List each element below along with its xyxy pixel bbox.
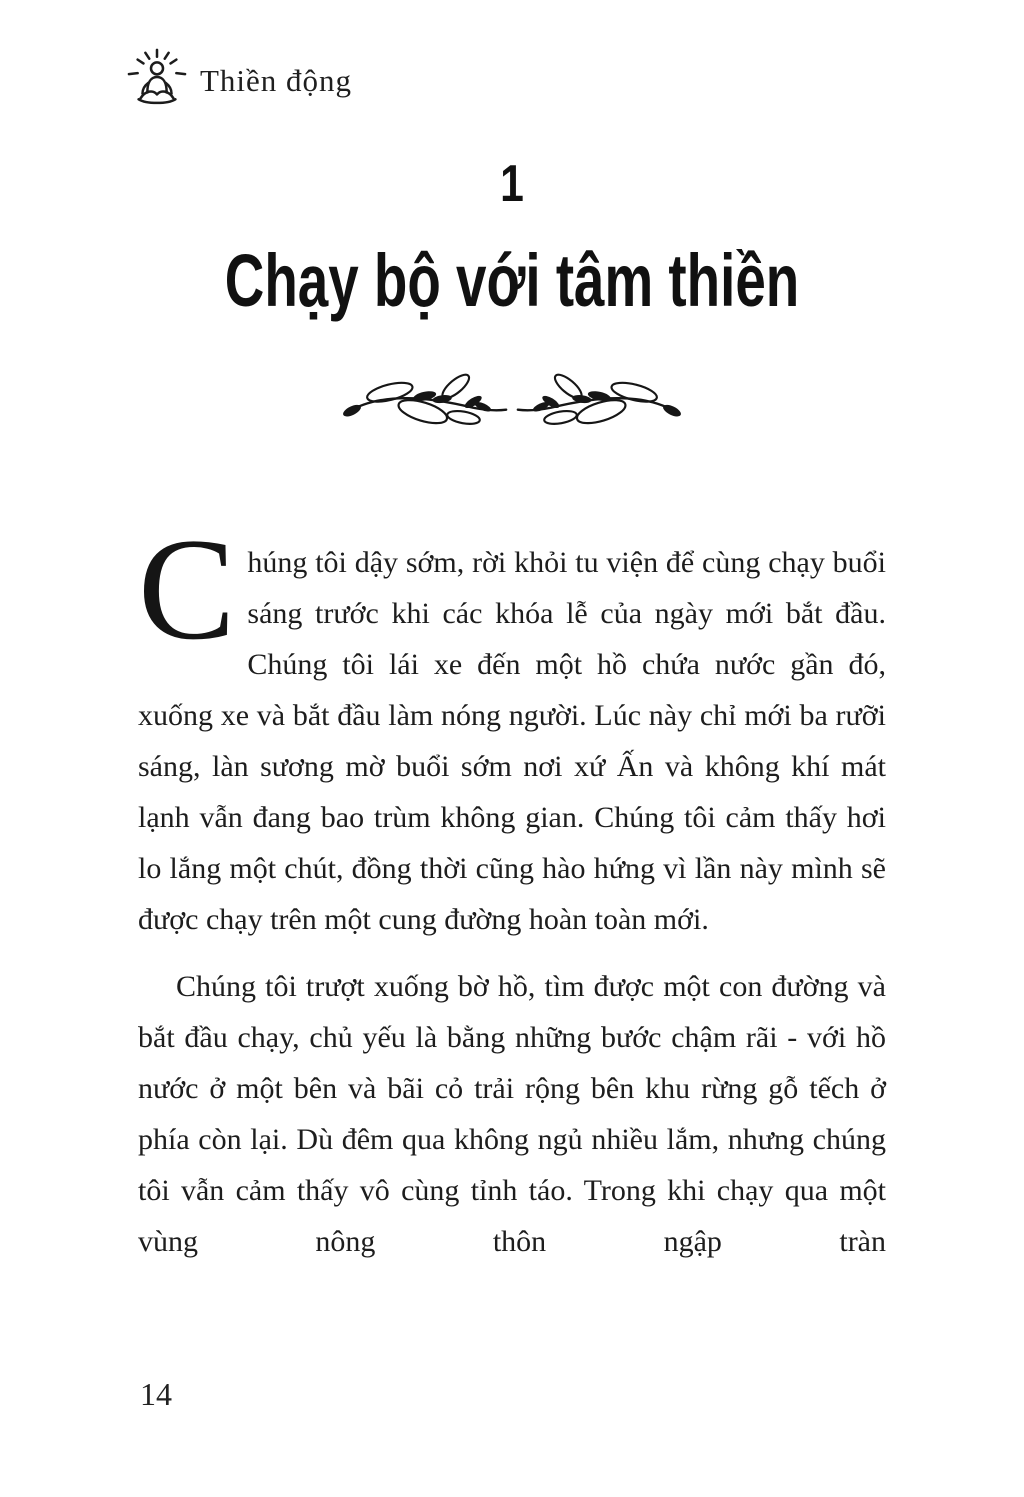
page-number: 14 [140, 1376, 172, 1412]
running-header-title: Thiền động [200, 63, 353, 98]
chapter-number: 1 [500, 155, 524, 213]
meditation-icon [126, 48, 188, 108]
paragraph-2: Chúng tôi trượt xuống bờ hồ, tìm được một con đường và bắt đầu chạy, chủ yếu là bằng những bước chậm rãi - với hồ nước ở một bên và bãi cỏ trải rộng bên khu rừng gỗ tếch ở phía còn lại. Dù đêm qua không ngủ nhiều lắm, nhưng chúng tôi vẫn cảm thấy vô cùng tỉnh táo. Trong khi chạy qua một vùng nông thôn ngập tràn [138, 970, 886, 1258]
paragraph-1 [138, 508, 886, 945]
page-footer [140, 1376, 172, 1413]
paragraph-1-text: húng tôi dậy sớm, rời khỏi tu viện để cùng chạy buổi sáng trước khi các khóa lễ của ngày mới bắt đầu. Chúng tôi lái xe đến một hồ chứa nước gần đó, xuống xe và bắt đầu làm nóng người. Lúc này chỉ mới ba rưỡi sáng, làn sương mờ buổi sớm nơi xứ Ấn và không khí mát lạnh vẫn đang bao trùm không gian. Chúng tôi cảm thấy hơi lo lắng một chút, đồng thời cũng hào hứng vì lần này mình sẽ được chạy trên một cung đường hoàn toàn mới. [138, 546, 886, 936]
leaf-ornament-divider [0, 368, 1024, 432]
right-branch [518, 371, 683, 428]
dropcap-letter: C [138, 508, 236, 670]
chapter-body [138, 508, 886, 1283]
chapter-title: Chạy bộ với tâm thiền [224, 239, 800, 322]
running-header [126, 48, 352, 108]
left-branch [341, 371, 506, 428]
